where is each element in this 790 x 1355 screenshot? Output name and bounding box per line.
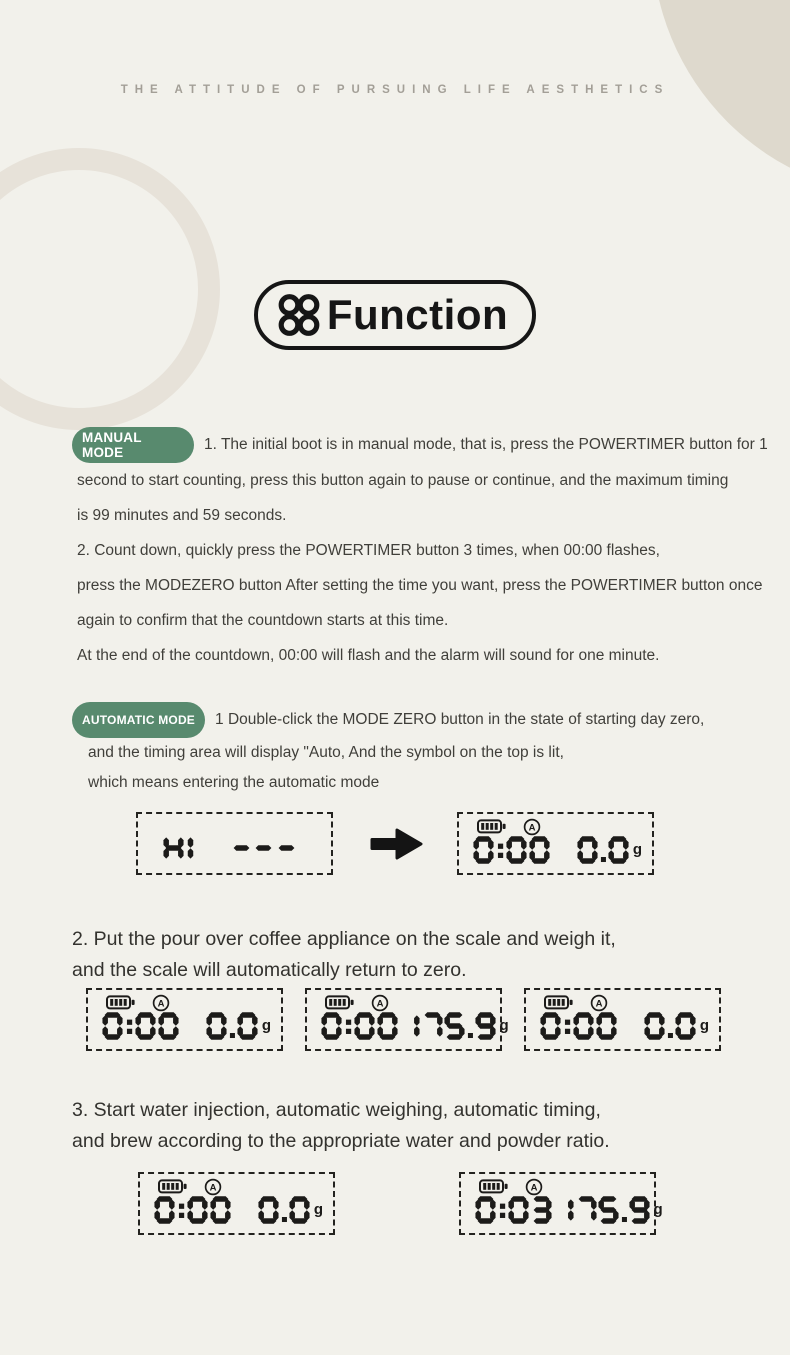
gram-unit: g [632,841,642,859]
clover-icon [276,292,322,338]
svg-text:A: A [157,998,165,1010]
circle-decoration [652,0,790,197]
gram-unit: g [699,1017,709,1035]
lcd-display [459,1172,663,1235]
lcd-display [138,1172,335,1235]
manual-text-line: second to start counting, press this button again to pause or continue, and the maximum timing [77,472,729,490]
lcd-status-icons [158,1179,324,1194]
gram-unit: g [653,1201,663,1219]
lcd-status-icons [544,995,710,1010]
circle-a-icon [523,818,541,836]
step-line: 2. Put the pour over coffee appliance on the scale and weigh it, [72,928,616,951]
manual-text-line: press the MODEZERO button After setting the time you want, press the POWERTIMER button once [77,577,763,595]
gram-unit: g [261,1017,271,1035]
step-line: and brew according to the appropriate water and powder ratio. [72,1130,610,1153]
lcd-status-icons [325,995,491,1010]
lcd-weight-value [206,1012,271,1040]
lcd-status-icons [106,995,272,1010]
step-line: and the scale will automatically return to zero. [72,959,467,982]
step3-display-row [138,1172,790,1235]
manual-mode-badge: MANUAL MODE [72,427,194,463]
svg-text:A: A [595,998,603,1010]
battery-icon [158,1179,187,1194]
step3-text [72,1095,790,1157]
battery-icon [479,1179,508,1194]
battery-icon [544,995,573,1010]
manual-text-line: At the end of the countdown, 00:00 will flash and the alarm will sound for one minute. [77,647,660,665]
page-title: Function [326,291,509,338]
manual-text-line: is 99 minutes and 59 seconds. [77,507,287,525]
manual-first-row [72,426,768,463]
step2-display-row [86,988,790,1051]
circle-a-icon [371,994,389,1012]
automatic-first-row [72,701,750,738]
battery-icon [477,819,506,834]
lcd-weight-value [553,1196,663,1224]
svg-text:A: A [209,1182,217,1194]
lcd-weight-value [231,834,299,862]
svg-text:A: A [530,1182,538,1194]
lcd-timer-value [475,1196,553,1224]
lcd-display-auto [457,812,654,875]
automatic-text-line: 1 Double-click the MODE ZERO button in the state of starting day zero, [215,710,705,728]
manual-mode-section [72,426,768,673]
lcd-display [524,988,721,1051]
svg-text:A: A [376,998,384,1010]
gram-unit: g [499,1017,509,1035]
automatic-text-line: and the timing area will display "Auto, And the symbol on the top is lit, [88,744,564,762]
function-title-badge [254,280,536,350]
lcd-display [305,988,509,1051]
lcd-weight-value [577,836,642,864]
lcd-timer-value [154,1196,232,1224]
lcd-display [86,988,283,1051]
automatic-text-line: which means entering the automatic mode [88,774,380,792]
circle-a-icon [204,1178,222,1196]
manual-text-line: 2. Count down, quickly press the POWERTIMER button 3 times, when 00:00 flashes, [77,542,660,560]
tagline: THE ATTITUDE OF PURSUING LIFE AESTHETICS [120,84,670,96]
svg-text:A: A [528,822,536,834]
lcd-status-icons [477,819,643,834]
lcd-timer-value [321,1012,399,1040]
battery-icon [106,995,135,1010]
manual-text-line: again to confirm that the countdown starts at this time. [77,612,449,630]
automatic-mode-section [72,701,750,798]
function-header [0,280,790,350]
lcd-status-icons [479,1179,645,1194]
lcd-weight-value [399,1012,509,1040]
lcd-display-boot [136,812,333,875]
lcd-timer-value [540,1012,618,1040]
lcd-weight-value [644,1012,709,1040]
step-line: 3. Start water injection, automatic weighing, automatic timing, [72,1099,601,1122]
lcd-timer-value [102,1012,180,1040]
manual-text-line: 1. The initial boot is in manual mode, that is, press the POWERTIMER button for 1 [204,435,768,453]
circle-a-icon [590,994,608,1012]
automatic-mode-badge: AUTOMATIC MODE [72,702,205,738]
lcd-weight-value [258,1196,323,1224]
right-arrow-icon [369,827,423,861]
boot-to-auto-display-row [136,812,790,875]
lcd-timer-value [163,834,196,862]
circle-a-icon [152,994,170,1012]
circle-a-icon [525,1178,543,1196]
battery-icon [325,995,354,1010]
lcd-timer-value [473,836,551,864]
step2-text [72,924,790,986]
gram-unit: g [313,1201,323,1219]
